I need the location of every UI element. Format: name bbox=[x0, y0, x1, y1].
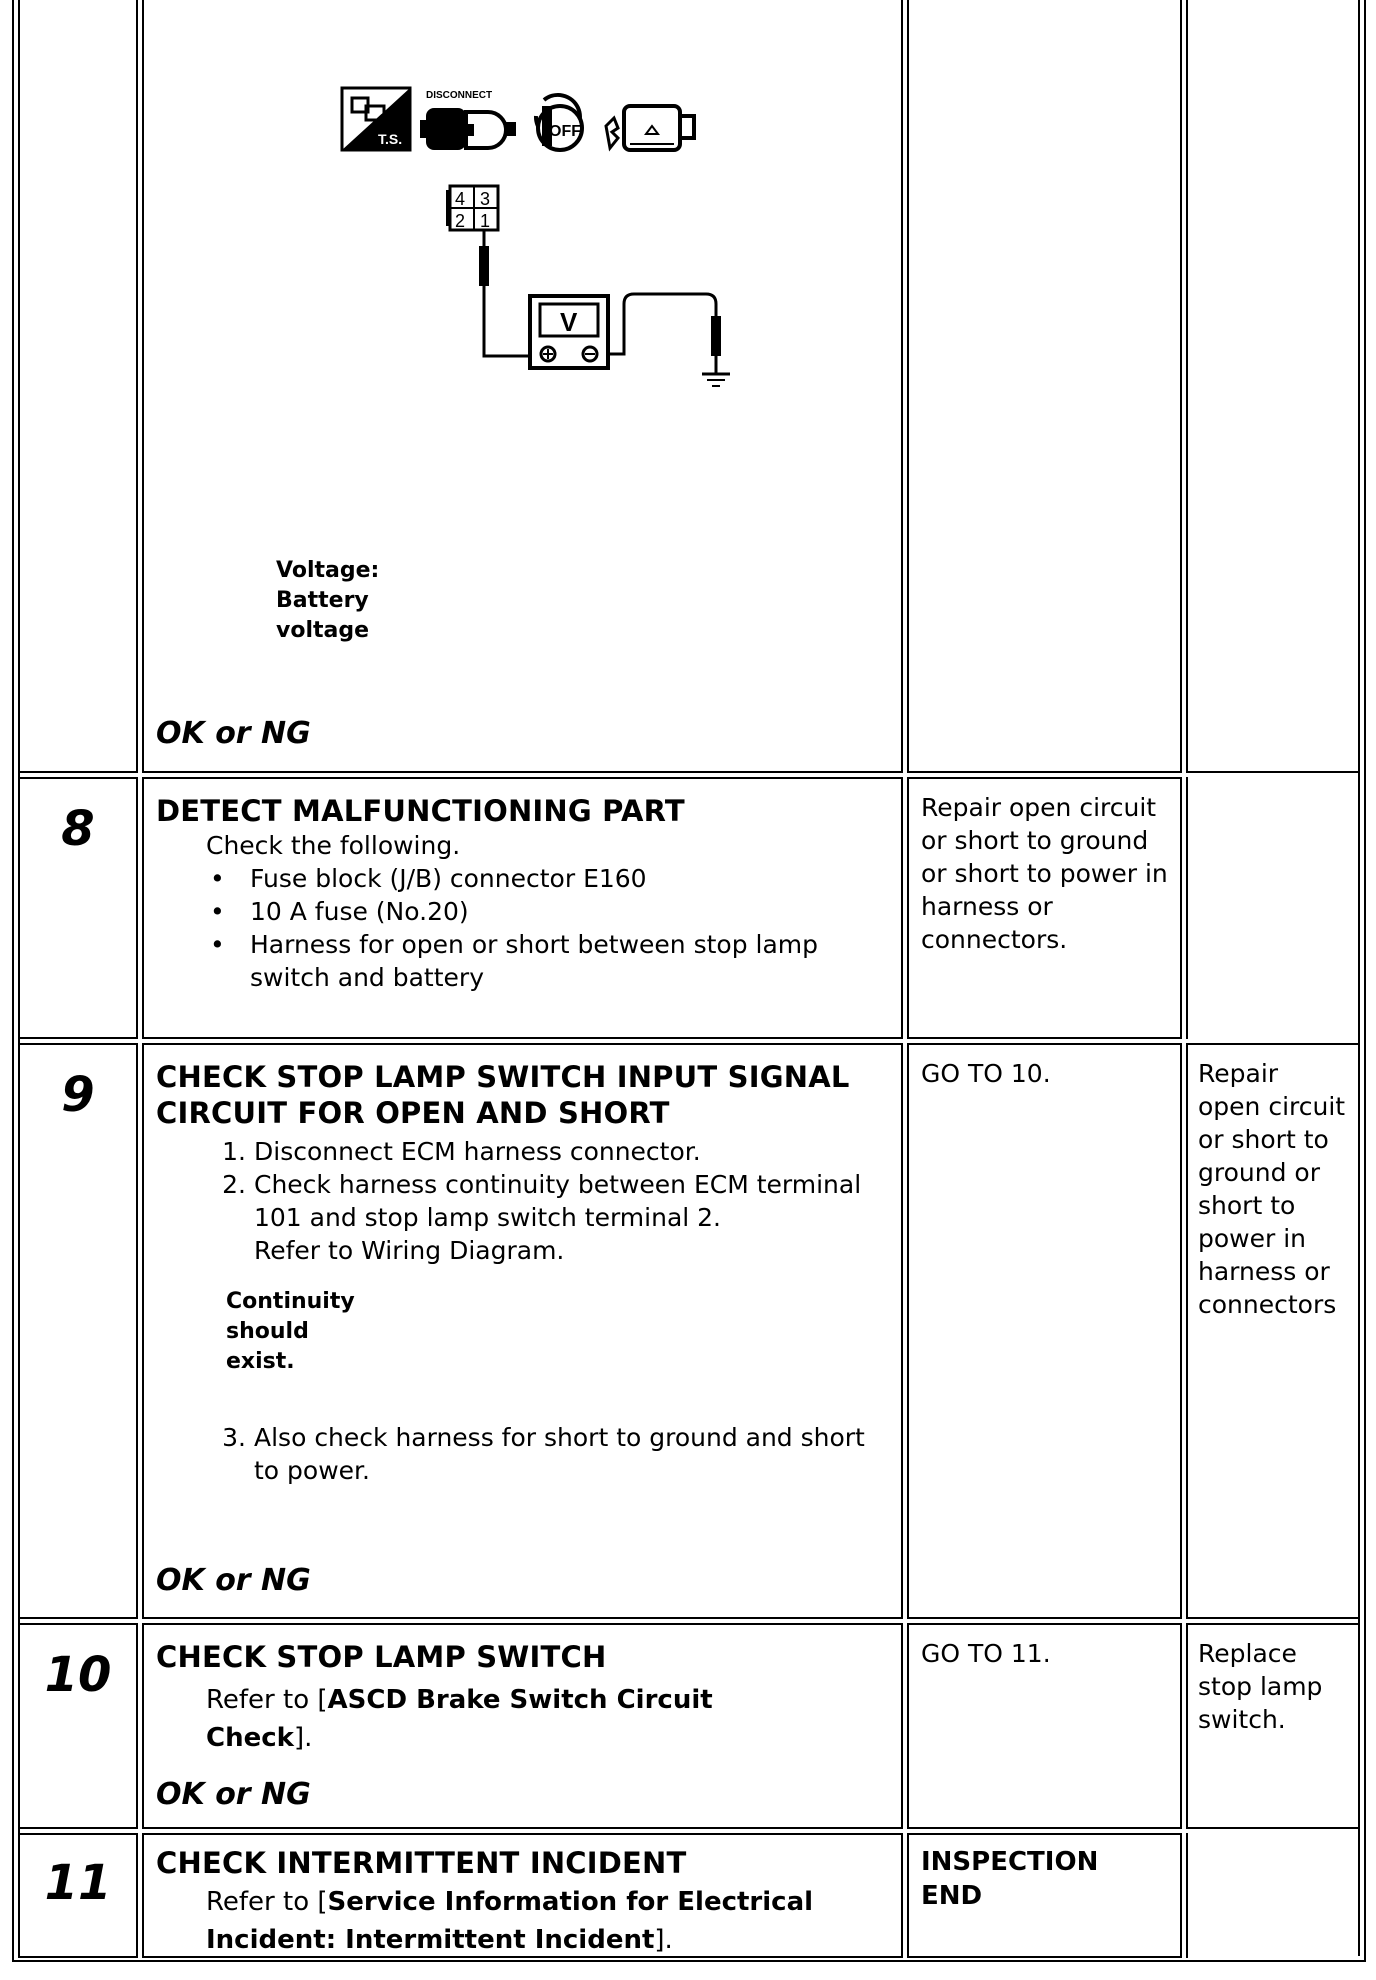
step-intro: Check the following. bbox=[206, 831, 461, 860]
step11-number-cell bbox=[18, 1833, 138, 1958]
ts-icon bbox=[342, 88, 410, 150]
list-item: • 10 A fuse (No.20) bbox=[206, 895, 889, 928]
step11-ok-cell bbox=[907, 1833, 1182, 1958]
ok-result: GO TO 11. bbox=[921, 1639, 1051, 1668]
ng-result: Repair open circuit or short to ground or short to power in harness or connectors bbox=[1198, 1059, 1346, 1319]
refer-suffix: ]. bbox=[293, 1723, 313, 1753]
step7-ok-cell bbox=[907, 0, 1182, 773]
spec-line: Battery bbox=[276, 588, 369, 613]
step-title: CHECK INTERMITTENT INCIDENT bbox=[156, 1846, 687, 1880]
ng-result: Replace stop lamp switch. bbox=[1198, 1639, 1323, 1734]
voltmeter-icon bbox=[530, 296, 608, 368]
connector-hand-icon bbox=[606, 106, 694, 150]
step-title: CHECK STOP LAMP SWITCH INPUT SIGNAL CIRCUIT FOR OPEN AND SHORT bbox=[156, 1060, 850, 1130]
list-item bbox=[206, 1168, 889, 1234]
off-label: OFF bbox=[549, 123, 581, 140]
step9-spec bbox=[226, 1287, 889, 1377]
disconnect-connector-icon bbox=[420, 90, 516, 150]
step-number: 9 bbox=[61, 1067, 95, 1123]
step7-number-cell bbox=[18, 0, 138, 773]
ts-label: T.S. bbox=[378, 131, 403, 147]
negative-probe-ground bbox=[608, 294, 730, 386]
step9-ng-cell bbox=[1186, 1043, 1360, 1619]
step9-content-cell bbox=[142, 1043, 903, 1619]
spec-line: Voltage: bbox=[276, 558, 380, 583]
step8-content-cell bbox=[142, 777, 903, 1039]
connector-terminal-block bbox=[446, 186, 498, 231]
spec-line: voltage bbox=[276, 618, 370, 643]
step7-spec bbox=[276, 556, 379, 646]
step-number: 11 bbox=[44, 1855, 112, 1911]
step-number: 10 bbox=[44, 1647, 112, 1703]
item-text: Refer to Wiring Diagram. bbox=[254, 1236, 565, 1265]
step8-ok-cell bbox=[907, 777, 1182, 1039]
disconnect-label: DISCONNECT bbox=[426, 90, 493, 101]
item-number: 2. bbox=[222, 1170, 246, 1199]
refer-prefix: Refer to [ bbox=[206, 1685, 328, 1715]
refer-link[interactable]: Service Information for Electrical Incident: Intermittent Incident bbox=[206, 1887, 814, 1955]
list-item bbox=[206, 1421, 889, 1487]
pin-4: 4 bbox=[455, 189, 466, 209]
list-item: • Harness for open or short between stop lamp switch and battery bbox=[206, 928, 889, 994]
pin-3: 3 bbox=[480, 189, 491, 209]
step8-ng-cell bbox=[1186, 777, 1360, 1039]
frame-left-outer bbox=[12, 0, 14, 1962]
spec-line: Continuity bbox=[226, 1289, 355, 1314]
step7-ok-or-ng: OK or NG bbox=[156, 716, 311, 751]
frame-bottom-outer bbox=[12, 1960, 1366, 1962]
step-number: 8 bbox=[61, 801, 95, 857]
step7-ng-cell bbox=[1186, 0, 1360, 773]
item-text: Also check harness for short to ground and short to power. bbox=[254, 1423, 865, 1485]
item-number: 1. bbox=[222, 1137, 246, 1166]
list-item bbox=[206, 1234, 889, 1267]
step7-content-cell bbox=[142, 0, 903, 773]
list-item: • Fuse block (J/B) connector E160 bbox=[206, 862, 889, 895]
ignition-off-icon bbox=[536, 95, 582, 150]
step9-ok-or-ng: OK or NG bbox=[156, 1563, 311, 1598]
item-number: 3. bbox=[222, 1423, 246, 1452]
pin-2: 2 bbox=[455, 211, 466, 231]
refer-suffix: ]. bbox=[654, 1925, 673, 1955]
refer-link[interactable]: ASCD Brake Switch Circuit Check bbox=[206, 1685, 713, 1753]
voltage-check-diagram bbox=[334, 86, 834, 406]
step10-ok-or-ng: OK or NG bbox=[156, 1777, 311, 1812]
step11-content-cell bbox=[142, 1833, 903, 1958]
step11-ng-cell bbox=[1186, 1833, 1360, 1958]
step9-ok-cell bbox=[907, 1043, 1182, 1619]
ok-result: Repair open circuit or short to ground or short to power in harness or connectors. bbox=[921, 793, 1168, 954]
step10-number-cell bbox=[18, 1623, 138, 1829]
frame-right-outer bbox=[1364, 0, 1366, 1962]
step-title: DETECT MALFUNCTIONING PART bbox=[156, 794, 685, 828]
list-item bbox=[206, 1135, 889, 1168]
item-text: Disconnect ECM harness connector. bbox=[254, 1137, 701, 1166]
refer-prefix: Refer to [ bbox=[206, 1887, 328, 1917]
step-title: CHECK STOP LAMP SWITCH bbox=[156, 1640, 607, 1674]
ok-result: INSPECTION END bbox=[921, 1847, 1099, 1911]
spec-line: should bbox=[226, 1319, 309, 1344]
ok-result: GO TO 10. bbox=[921, 1059, 1051, 1088]
step10-ok-cell bbox=[907, 1623, 1182, 1829]
spec-line: exist. bbox=[226, 1349, 295, 1374]
step8-number-cell bbox=[18, 777, 138, 1039]
step10-ng-cell bbox=[1186, 1623, 1360, 1829]
item-text: Check harness continuity between ECM terminal 101 and stop lamp switch terminal 2. bbox=[254, 1170, 862, 1232]
step10-content-cell bbox=[142, 1623, 903, 1829]
meter-label: V bbox=[560, 307, 578, 337]
step9-number-cell bbox=[18, 1043, 138, 1619]
pin-1: 1 bbox=[480, 211, 491, 231]
